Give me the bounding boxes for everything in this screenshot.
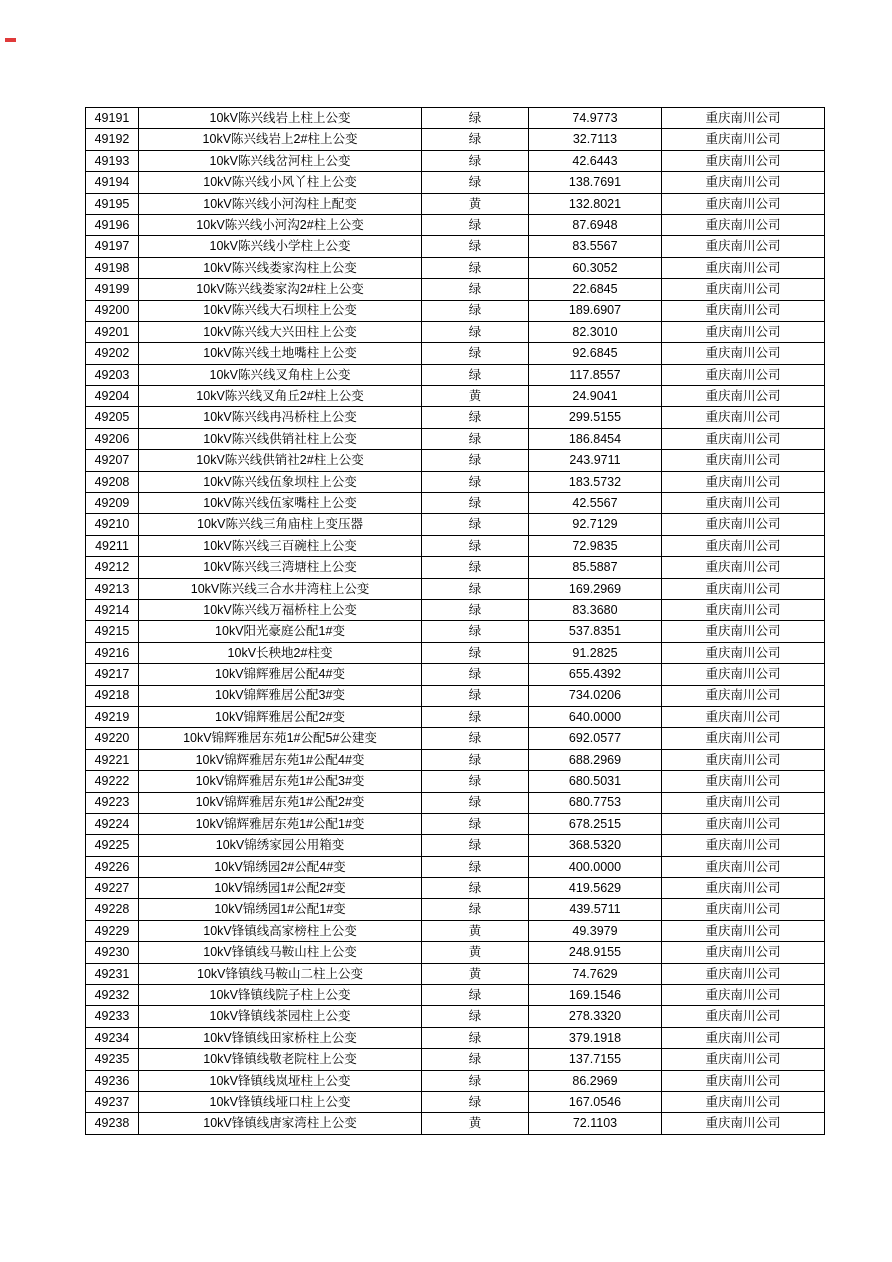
status-label: 绿 [422,343,529,364]
status-label: 绿 [422,621,529,642]
table-body [86,108,825,1135]
table-row [86,172,825,193]
device-name: 10kV锋镇线田家桥柱上公变 [139,1027,422,1048]
metric-value: 82.3010 [529,321,662,342]
status-label: 绿 [422,599,529,620]
metric-value: 85.5887 [529,557,662,578]
row-id: 49220 [86,728,139,749]
status-label: 绿 [422,1049,529,1070]
row-id: 49204 [86,386,139,407]
metric-value: 183.5732 [529,471,662,492]
metric-value: 169.1546 [529,985,662,1006]
row-id: 49215 [86,621,139,642]
row-id: 49222 [86,771,139,792]
company-name: 重庆南川公司 [662,621,825,642]
row-id: 49197 [86,236,139,257]
company-name: 重庆南川公司 [662,728,825,749]
status-label: 绿 [422,899,529,920]
company-name: 重庆南川公司 [662,1070,825,1091]
table-row [86,557,825,578]
status-label: 绿 [422,1070,529,1091]
device-name: 10kV陈兴线娄家沟2#柱上公变 [139,279,422,300]
table-row [86,279,825,300]
table-row [86,1091,825,1112]
device-name: 10kV陈兴线岩上柱上公变 [139,108,422,129]
device-name: 10kV陈兴线娄家沟柱上公变 [139,257,422,278]
device-name: 10kV锦辉雅居公配4#变 [139,664,422,685]
table-row [86,450,825,471]
device-name: 10kV陈兴线三合水井湾柱上公变 [139,578,422,599]
row-id: 49212 [86,557,139,578]
company-name: 重庆南川公司 [662,1113,825,1134]
device-name: 10kV锋镇线岚垭柱上公变 [139,1070,422,1091]
metric-value: 92.6845 [529,343,662,364]
device-name: 10kV锦辉雅居公配2#变 [139,706,422,727]
company-name: 重庆南川公司 [662,535,825,556]
status-label: 绿 [422,1091,529,1112]
metric-value: 137.7155 [529,1049,662,1070]
status-label: 绿 [422,428,529,449]
company-name: 重庆南川公司 [662,150,825,171]
metric-value: 42.5567 [529,493,662,514]
company-name: 重庆南川公司 [662,343,825,364]
table-row [86,428,825,449]
table-row [86,728,825,749]
status-label: 黄 [422,920,529,941]
row-id: 49235 [86,1049,139,1070]
metric-value: 640.0000 [529,706,662,727]
device-name: 10kV锋镇线唐家湾柱上公变 [139,1113,422,1134]
table-row [86,771,825,792]
status-label: 绿 [422,664,529,685]
row-id: 49226 [86,856,139,877]
company-name: 重庆南川公司 [662,364,825,385]
company-name: 重庆南川公司 [662,942,825,963]
metric-value: 692.0577 [529,728,662,749]
device-name: 10kV陈兴线岔河柱上公变 [139,150,422,171]
metric-value: 22.6845 [529,279,662,300]
metric-value: 379.1918 [529,1027,662,1048]
status-label: 绿 [422,685,529,706]
metric-value: 42.6443 [529,150,662,171]
device-name: 10kV陈兴线小学柱上公变 [139,236,422,257]
metric-value: 83.3680 [529,599,662,620]
device-name: 10kV锦绣家园公用箱变 [139,835,422,856]
status-label: 绿 [422,321,529,342]
device-name: 10kV陈兴线小风丫柱上公变 [139,172,422,193]
device-name: 10kV陈兴线叉角柱上公变 [139,364,422,385]
device-name: 10kV陈兴线岩上2#柱上公变 [139,129,422,150]
status-label: 绿 [422,279,529,300]
company-name: 重庆南川公司 [662,1091,825,1112]
metric-value: 368.5320 [529,835,662,856]
row-id: 49196 [86,214,139,235]
device-name: 10kV陈兴线大兴田柱上公变 [139,321,422,342]
row-id: 49219 [86,706,139,727]
row-id: 49208 [86,471,139,492]
row-id: 49193 [86,150,139,171]
table-row [86,407,825,428]
status-label: 绿 [422,835,529,856]
device-name: 10kV陈兴线叉角丘2#柱上公变 [139,386,422,407]
row-id: 49217 [86,664,139,685]
row-id: 49225 [86,835,139,856]
status-label: 绿 [422,557,529,578]
status-label: 绿 [422,813,529,834]
status-label: 绿 [422,535,529,556]
table-row [86,621,825,642]
company-name: 重庆南川公司 [662,471,825,492]
company-name: 重庆南川公司 [662,771,825,792]
company-name: 重庆南川公司 [662,664,825,685]
row-id: 49234 [86,1027,139,1048]
table-row [86,493,825,514]
row-id: 49237 [86,1091,139,1112]
metric-value: 74.9773 [529,108,662,129]
status-label: 黄 [422,386,529,407]
device-name: 10kV锦辉雅居公配3#变 [139,685,422,706]
table-row [86,343,825,364]
device-name: 10kV锋镇线垭口柱上公变 [139,1091,422,1112]
status-label: 绿 [422,493,529,514]
company-name: 重庆南川公司 [662,386,825,407]
company-name: 重庆南川公司 [662,514,825,535]
metric-value: 74.7629 [529,963,662,984]
metric-value: 680.5031 [529,771,662,792]
device-name: 10kV锦绣园1#公配2#变 [139,878,422,899]
metric-value: 72.9835 [529,535,662,556]
company-name: 重庆南川公司 [662,172,825,193]
company-name: 重庆南川公司 [662,685,825,706]
row-id: 49192 [86,129,139,150]
metric-value: 248.9155 [529,942,662,963]
table-row [86,813,825,834]
row-id: 49195 [86,193,139,214]
metric-value: 72.1103 [529,1113,662,1134]
row-id: 49224 [86,813,139,834]
table-row [86,942,825,963]
company-name: 重庆南川公司 [662,321,825,342]
status-label: 绿 [422,578,529,599]
row-id: 49236 [86,1070,139,1091]
status-label: 绿 [422,642,529,663]
device-name: 10kV阳光豪庭公配1#变 [139,621,422,642]
table-row [86,129,825,150]
table-row [86,642,825,663]
status-label: 绿 [422,1027,529,1048]
device-name: 10kV锋镇线马鞍山二柱上公变 [139,963,422,984]
metric-value: 299.5155 [529,407,662,428]
status-label: 绿 [422,1006,529,1027]
row-id: 49223 [86,792,139,813]
company-name: 重庆南川公司 [662,963,825,984]
status-label: 绿 [422,985,529,1006]
metric-value: 117.8557 [529,364,662,385]
metric-value: 24.9041 [529,386,662,407]
status-label: 绿 [422,108,529,129]
row-id: 49221 [86,749,139,770]
table-row [86,257,825,278]
metric-value: 680.7753 [529,792,662,813]
row-id: 49200 [86,300,139,321]
device-name: 10kV陈兴线伍家嘴柱上公变 [139,493,422,514]
metric-value: 83.5567 [529,236,662,257]
status-label: 绿 [422,236,529,257]
metric-value: 186.8454 [529,428,662,449]
status-label: 绿 [422,300,529,321]
table-row [86,599,825,620]
metric-value: 132.8021 [529,193,662,214]
device-name: 10kV锦绣园1#公配1#变 [139,899,422,920]
row-id: 49202 [86,343,139,364]
row-id: 49194 [86,172,139,193]
metric-value: 49.3979 [529,920,662,941]
row-id: 49214 [86,599,139,620]
device-name: 10kV长秧地2#柱变 [139,642,422,663]
metric-value: 688.2969 [529,749,662,770]
company-name: 重庆南川公司 [662,899,825,920]
company-name: 重庆南川公司 [662,557,825,578]
metric-value: 400.0000 [529,856,662,877]
row-id: 49231 [86,963,139,984]
row-id: 49207 [86,450,139,471]
row-id: 49227 [86,878,139,899]
table-row [86,899,825,920]
metric-value: 655.4392 [529,664,662,685]
company-name: 重庆南川公司 [662,813,825,834]
metric-value: 678.2515 [529,813,662,834]
metric-value: 87.6948 [529,214,662,235]
row-id: 49213 [86,578,139,599]
status-label: 绿 [422,514,529,535]
row-id: 49232 [86,985,139,1006]
status-label: 绿 [422,129,529,150]
device-name: 10kV锋镇线高家榜柱上公变 [139,920,422,941]
company-name: 重庆南川公司 [662,578,825,599]
status-label: 绿 [422,706,529,727]
company-name: 重庆南川公司 [662,642,825,663]
device-name: 10kV锦辉雅居东苑1#公配5#公建变 [139,728,422,749]
device-name: 10kV陈兴线小河沟2#柱上公变 [139,214,422,235]
status-label: 绿 [422,150,529,171]
device-name: 10kV陈兴线小河沟柱上配变 [139,193,422,214]
status-label: 绿 [422,856,529,877]
company-name: 重庆南川公司 [662,129,825,150]
table-row [86,386,825,407]
company-name: 重庆南川公司 [662,856,825,877]
metric-value: 419.5629 [529,878,662,899]
row-id: 49211 [86,535,139,556]
row-id: 49205 [86,407,139,428]
device-name: 10kV锦辉雅居东苑1#公配1#变 [139,813,422,834]
row-id: 49191 [86,108,139,129]
company-name: 重庆南川公司 [662,599,825,620]
metric-value: 138.7691 [529,172,662,193]
device-name: 10kV锋镇线敬老院柱上公变 [139,1049,422,1070]
company-name: 重庆南川公司 [662,450,825,471]
status-label: 绿 [422,771,529,792]
table-row [86,236,825,257]
row-id: 49229 [86,920,139,941]
table-row [86,985,825,1006]
company-name: 重庆南川公司 [662,1006,825,1027]
table-row [86,578,825,599]
metric-value: 189.6907 [529,300,662,321]
table-row [86,685,825,706]
company-name: 重庆南川公司 [662,878,825,899]
status-label: 绿 [422,450,529,471]
device-name: 10kV锦绣园2#公配4#变 [139,856,422,877]
table-row [86,1113,825,1134]
status-label: 绿 [422,728,529,749]
table-row [86,963,825,984]
company-name: 重庆南川公司 [662,193,825,214]
company-name: 重庆南川公司 [662,920,825,941]
metric-value: 32.7113 [529,129,662,150]
row-id: 49198 [86,257,139,278]
status-label: 绿 [422,214,529,235]
table-row [86,878,825,899]
table-row [86,108,825,129]
device-name: 10kV陈兴线伍象坝柱上公变 [139,471,422,492]
metric-value: 243.9711 [529,450,662,471]
table-row [86,321,825,342]
table-row [86,792,825,813]
device-name: 10kV陈兴线冉冯桥柱上公变 [139,407,422,428]
company-name: 重庆南川公司 [662,835,825,856]
device-name: 10kV陈兴线供销社2#柱上公变 [139,450,422,471]
row-id: 49230 [86,942,139,963]
device-name: 10kV陈兴线土地嘴柱上公变 [139,343,422,364]
status-label: 绿 [422,172,529,193]
row-id: 49209 [86,493,139,514]
company-name: 重庆南川公司 [662,300,825,321]
company-name: 重庆南川公司 [662,108,825,129]
table-row [86,193,825,214]
table-row [86,749,825,770]
table-row [86,664,825,685]
table-row [86,920,825,941]
status-label: 绿 [422,364,529,385]
company-name: 重庆南川公司 [662,428,825,449]
company-name: 重庆南川公司 [662,493,825,514]
device-name: 10kV锋镇线茶园柱上公变 [139,1006,422,1027]
metric-value: 60.3052 [529,257,662,278]
status-label: 绿 [422,749,529,770]
metric-value: 91.2825 [529,642,662,663]
table-row [86,1070,825,1091]
device-name: 10kV锦辉雅居东苑1#公配4#变 [139,749,422,770]
status-label: 黄 [422,1113,529,1134]
company-name: 重庆南川公司 [662,749,825,770]
device-name: 10kV陈兴线三百碗柱上公变 [139,535,422,556]
table-row [86,300,825,321]
company-name: 重庆南川公司 [662,706,825,727]
row-id: 49228 [86,899,139,920]
status-label: 绿 [422,257,529,278]
row-id: 49206 [86,428,139,449]
status-label: 绿 [422,407,529,428]
status-label: 黄 [422,193,529,214]
metric-value: 86.2969 [529,1070,662,1091]
table-row [86,706,825,727]
device-name: 10kV锋镇线马鞍山柱上公变 [139,942,422,963]
company-name: 重庆南川公司 [662,1027,825,1048]
row-id: 49199 [86,279,139,300]
status-label: 黄 [422,942,529,963]
table-row [86,1027,825,1048]
device-name: 10kV锋镇线院子柱上公变 [139,985,422,1006]
table-row [86,471,825,492]
metric-value: 278.3320 [529,1006,662,1027]
status-label: 绿 [422,471,529,492]
company-name: 重庆南川公司 [662,985,825,1006]
company-name: 重庆南川公司 [662,1049,825,1070]
red-mark [5,38,16,42]
table-row [86,856,825,877]
row-id: 49210 [86,514,139,535]
status-label: 黄 [422,963,529,984]
status-label: 绿 [422,792,529,813]
row-id: 49203 [86,364,139,385]
status-label: 绿 [422,878,529,899]
company-name: 重庆南川公司 [662,257,825,278]
table-row [86,364,825,385]
metric-value: 439.5711 [529,899,662,920]
transformer-table [85,107,825,1135]
device-name: 10kV陈兴线万福桥柱上公变 [139,599,422,620]
device-name: 10kV陈兴线三角庙柱上变压器 [139,514,422,535]
table-row [86,214,825,235]
company-name: 重庆南川公司 [662,407,825,428]
device-name: 10kV陈兴线大石坝柱上公变 [139,300,422,321]
device-name: 10kV锦辉雅居东苑1#公配3#变 [139,771,422,792]
table-row [86,1006,825,1027]
metric-value: 92.7129 [529,514,662,535]
company-name: 重庆南川公司 [662,792,825,813]
table-row [86,514,825,535]
device-name: 10kV陈兴线供销社柱上公变 [139,428,422,449]
metric-value: 734.0206 [529,685,662,706]
company-name: 重庆南川公司 [662,236,825,257]
metric-value: 167.0546 [529,1091,662,1112]
device-name: 10kV锦辉雅居东苑1#公配2#变 [139,792,422,813]
row-id: 49218 [86,685,139,706]
metric-value: 169.2969 [529,578,662,599]
company-name: 重庆南川公司 [662,279,825,300]
table-row [86,535,825,556]
device-name: 10kV陈兴线三湾塘柱上公变 [139,557,422,578]
row-id: 49233 [86,1006,139,1027]
table-row [86,835,825,856]
table-row [86,150,825,171]
company-name: 重庆南川公司 [662,214,825,235]
row-id: 49238 [86,1113,139,1134]
metric-value: 537.8351 [529,621,662,642]
row-id: 49201 [86,321,139,342]
row-id: 49216 [86,642,139,663]
table-row [86,1049,825,1070]
